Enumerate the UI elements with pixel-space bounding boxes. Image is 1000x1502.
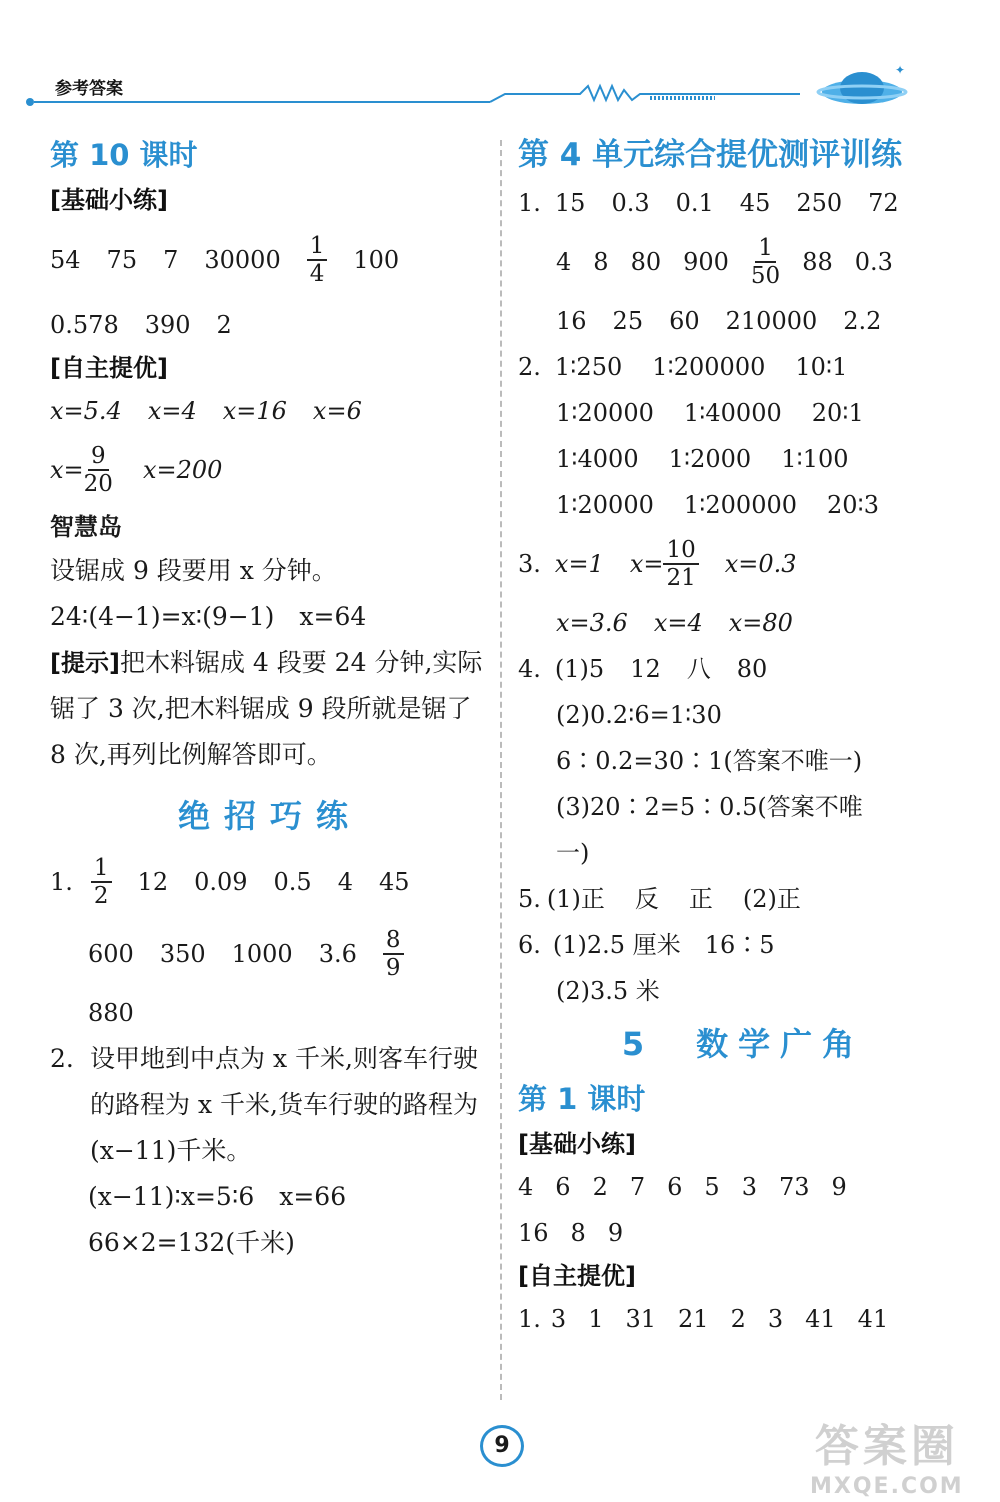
answer-row (518, 390, 968, 436)
answer: 反 (634, 885, 659, 913)
answer-row (518, 528, 968, 600)
answer-row (518, 344, 968, 390)
answer-row (50, 302, 490, 348)
answer-row (50, 434, 490, 506)
answer-row (518, 922, 968, 968)
answer: 1∶2000 (668, 445, 752, 473)
answer: 21 (678, 1305, 709, 1333)
answer: 正 (688, 885, 713, 913)
answer: 45 (739, 189, 771, 217)
answer: (1)正 (546, 885, 605, 913)
answer: 60 (669, 307, 700, 335)
answer: 600 (88, 940, 134, 968)
answer: 100 (353, 246, 400, 274)
answer: 0.578 (50, 311, 119, 339)
answer-row (518, 436, 968, 482)
answer-row (50, 846, 490, 918)
answer-row (518, 226, 968, 298)
answer-row (518, 692, 968, 738)
lesson-title: 第 1 课时 (518, 1082, 646, 1116)
answer-row (518, 180, 968, 226)
answer: 880 (88, 999, 134, 1027)
answer-row (518, 738, 968, 784)
answer: 20∶3 (827, 491, 880, 519)
answer: 0.3 (611, 189, 650, 217)
answer: 12 (630, 655, 661, 683)
answer-row (518, 968, 968, 1014)
column-divider (500, 140, 502, 1400)
wisdom-equation: 24∶(4−1)=x∶(9−1) x=64 (50, 602, 367, 631)
answer-row (518, 876, 968, 922)
answer: 2.2 (843, 307, 882, 335)
answer: 0.3 (854, 248, 893, 276)
answer: x=80 (728, 609, 793, 637)
answer: 4 (556, 248, 572, 276)
lesson-title: 第 10 课时 (50, 138, 198, 172)
question-number: 6. (518, 931, 541, 959)
answer-row (518, 1296, 968, 1342)
wisdom-line: 设锯成 9 段要用 x 分钟。 (50, 556, 337, 585)
answer: 9 (831, 1173, 847, 1201)
fraction: $\frac{9}{20}$ (83, 443, 113, 497)
answer: x=5.4 (50, 397, 122, 425)
answer: x=1 (554, 550, 604, 578)
answer: 1∶4000 (556, 445, 639, 473)
answer-row (518, 784, 968, 830)
question-number: 4. (518, 655, 541, 683)
question-number: 2. (50, 1044, 74, 1073)
answer: 4 (337, 868, 353, 896)
answer: 88 (802, 248, 833, 276)
left-column (50, 130, 490, 1266)
answer: 6 (555, 1173, 571, 1201)
answer: 72 (868, 189, 899, 217)
watermark-text: 答案圈 (814, 1421, 959, 1472)
answer: (2)0.2∶6=1∶30 (556, 701, 722, 729)
question-number: 5. (518, 885, 541, 913)
answer: 350 (159, 940, 206, 968)
answer: 4 (518, 1173, 534, 1201)
answer: 1∶20000 (556, 491, 654, 519)
header-label: 参考答案 (55, 79, 123, 99)
answer: 210000 (725, 307, 818, 335)
answer: 2 (216, 311, 232, 339)
answer: 9 (607, 1219, 624, 1247)
answer: 1∶20000 (556, 399, 654, 427)
question-number: 1. (50, 868, 73, 896)
answer-row (50, 918, 490, 990)
answer: 75 (106, 246, 138, 274)
answer: 1 (588, 1305, 604, 1333)
question-2 (50, 1036, 490, 1174)
self-improve-label: [自主提优] (518, 1262, 636, 1290)
section-title: 绝招巧练 (177, 797, 362, 835)
question-number: 2. (518, 353, 541, 381)
answer-row (50, 224, 490, 296)
answer: 3 (767, 1305, 784, 1333)
answer: 16 (556, 307, 587, 335)
answer: 6∶0.2=30∶1(答案不唯一) (556, 747, 863, 775)
answer: 8 (593, 248, 609, 276)
answer: 41 (857, 1305, 889, 1333)
header-decoration (0, 60, 1000, 120)
answer: 5 (704, 1173, 720, 1201)
answer: 1∶200000 (652, 353, 766, 381)
right-column (518, 130, 968, 1342)
answer: (1)5 (554, 655, 605, 683)
hint-label: [提示] (50, 649, 120, 677)
answer-row (518, 298, 968, 344)
answer: 3 (741, 1173, 757, 1201)
answer: (2)正 (742, 885, 801, 913)
answer: 80 (630, 248, 662, 276)
answer: 45 (378, 868, 410, 896)
answer-row (518, 600, 968, 646)
answer: x=200 (142, 456, 223, 484)
answer: 2 (592, 1173, 608, 1201)
section-title: 5 数学广角 (621, 1025, 865, 1063)
self-improve-label: [自主提优] (50, 354, 168, 382)
hint-text: 把木料锯成 4 段要 24 分钟,实际锯了 3 次,把木料锯成 9 段所就是锯了 8 次,再列比例解答即可。 (50, 648, 483, 769)
fraction: $\frac{8}{9}$ (383, 927, 404, 981)
answer: 30000 (204, 246, 281, 274)
answer: x=0.3 (724, 550, 797, 578)
page-number: 9 (480, 1425, 524, 1467)
answer: x=16 (222, 397, 287, 425)
answer-row (518, 830, 968, 876)
answer: 1∶40000 (683, 399, 782, 427)
fraction: $\frac{1}{4}$ (307, 233, 328, 287)
basic-practice-label: [基础小练] (50, 186, 168, 214)
equation-line: (x−11)∶x=5∶6 x=66 (88, 1182, 347, 1211)
answer: 1∶200000 (683, 491, 798, 519)
answer: 15 (554, 189, 586, 217)
answer: 80 (736, 655, 768, 683)
fraction: $\frac{10}{21}$ (663, 537, 698, 591)
answer: 7 (163, 246, 179, 274)
answer: 3.6 (318, 940, 357, 968)
answer-row (50, 990, 490, 1036)
answer: 10∶1 (795, 353, 848, 381)
answer: (3)20∶2=5∶0.5(答案不唯 (556, 793, 863, 821)
answer: 2 (730, 1305, 746, 1333)
answer-row (518, 1164, 968, 1210)
question-text: 设甲地到中点为 x 千米,则客车行驶的路程为 x 千米,货车行驶的路程为(x−11)千米。 (90, 1044, 478, 1165)
question-number: 1. (518, 1305, 541, 1333)
unit-title: 第 4 单元综合提优测评训练 (518, 137, 903, 173)
answer: 25 (612, 307, 644, 335)
answer: 16 (518, 1219, 549, 1247)
watermark (810, 1410, 964, 1499)
answer: x=4 (653, 609, 703, 637)
answer: 390 (144, 311, 191, 339)
answer: x=3.6 (556, 609, 628, 637)
answer: 八 (686, 655, 711, 683)
answer: 900 (683, 248, 729, 276)
answer: (1)2.5 厘米 16∶5 (552, 931, 775, 959)
fraction: $\frac{1}{50}$ (750, 235, 781, 289)
answer: 73 (778, 1173, 810, 1201)
answer: 41 (805, 1305, 836, 1333)
answer-row (518, 482, 968, 528)
answer: 0.5 (273, 868, 312, 896)
answer-row (518, 646, 968, 692)
answer: 31 (625, 1305, 657, 1333)
answer: 1∶100 (781, 445, 849, 473)
answer: x=4 (147, 397, 197, 425)
answer: 3 (550, 1305, 567, 1333)
answer: (2)3.5 米 (556, 977, 660, 1005)
answer: 250 (796, 189, 843, 217)
answer: x= (50, 456, 84, 484)
answer: x=6 (312, 397, 362, 425)
fraction: $\frac{1}{2}$ (91, 855, 112, 909)
answer: 20∶1 (811, 399, 864, 427)
question-number: 1. (518, 189, 541, 217)
answer: 0.1 (675, 189, 714, 217)
watermark-url: MXQE.COM (810, 1474, 964, 1499)
answer: 12 (137, 868, 169, 896)
answer: 1∶250 (554, 353, 623, 381)
answer-row (518, 1210, 968, 1256)
answer: 一) (556, 839, 590, 867)
svg-text:✦: ✦ (895, 63, 906, 77)
answer: 7 (629, 1173, 646, 1201)
answer: 1000 (231, 940, 293, 968)
basic-practice-label: [基础小练] (518, 1130, 636, 1158)
wisdom-island-title: 智慧岛 (50, 513, 122, 541)
answer: x= (629, 550, 664, 578)
answer-row (50, 388, 490, 434)
question-number: 3. (518, 550, 541, 578)
answer-fraction-group (630, 537, 699, 591)
hint-paragraph (50, 640, 490, 778)
equation-line: 66×2=132(千米) (88, 1228, 295, 1257)
answer: 0.09 (194, 868, 248, 896)
answer: 6 (667, 1173, 683, 1201)
answer: 54 (50, 246, 81, 274)
answer: 8 (570, 1219, 586, 1247)
